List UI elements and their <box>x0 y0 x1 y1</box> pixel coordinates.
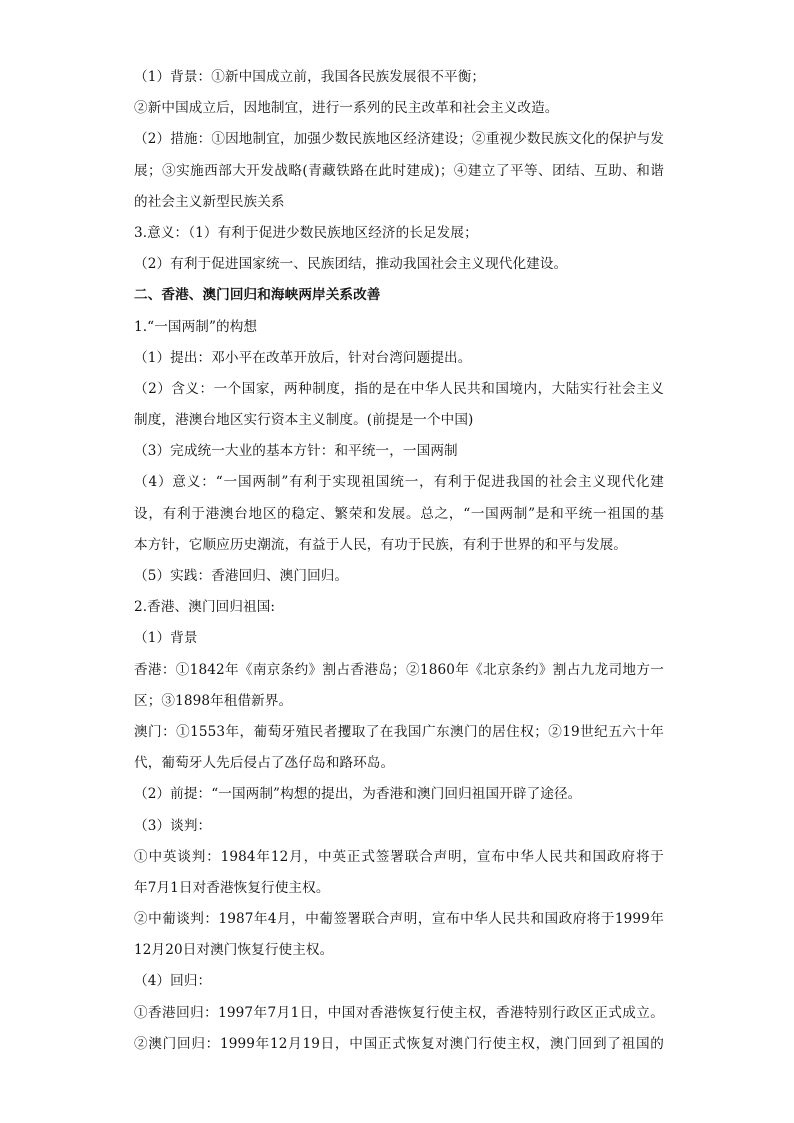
section-heading: 二、香港、澳门回归和海峡两岸关系改善 <box>134 287 381 304</box>
text-line: （3）完成统一大业的基本方针：和平统一，一国两制 <box>134 443 458 460</box>
text-line: （4）回归： <box>134 973 212 990</box>
text-line: （3）谈判： <box>134 817 212 834</box>
text-line: ①中英谈判：1984年12月，中英正式签署联合声明，宣布中华人民共和国政府将于 <box>134 848 664 865</box>
text-line: 代，葡萄牙人先后侵占了氹仔岛和路环岛。 <box>134 755 395 772</box>
text-line: （2）含义：一个国家，两种制度，指的是在中华人民共和国境内，大陆实行社会主义 <box>134 380 664 397</box>
text-line: 制度，港澳台地区实行资本主义制度。(前提是一个中国) <box>134 412 474 429</box>
document-page <box>134 62 664 1060</box>
text-line: 1.“一国两制”的构想 <box>134 318 258 335</box>
text-line: 的社会主义新型民族关系 <box>134 193 285 210</box>
text-line: （4）意义：“一国两制”有利于实现祖国统一，有利于促进我国的社会主义现代化建 <box>134 474 664 491</box>
text-line: （5）实践：香港回归、澳门回归。 <box>134 568 349 584</box>
text-line: 澳门：①1553年，葡萄牙殖民者攫取了在我国广东澳门的居住权；②19世纪五六十年 <box>134 723 664 740</box>
text-line: （2）措施：①因地制宜，加强少数民族地区经济建设；②重视少数民族文化的保护与发 <box>134 131 664 148</box>
text-line: （1）背景 <box>134 630 198 647</box>
text-line: （1）提出：邓小平在改革开放后，针对台湾问题提出。 <box>134 349 472 366</box>
text-line: 香港：①1842年《南京条约》割占香港岛；②1860年《北京条约》割占九龙司地方一 <box>134 661 664 678</box>
text-line: 12月20日对澳门恢复行使主权。 <box>134 942 334 959</box>
text-line: ②新中国成立后，因地制宜，进行一系列的民主改革和社会主义改造。 <box>134 100 559 117</box>
text-line: （1）背景：①新中国成立前，我国各民族发展很不平衡； <box>134 69 486 85</box>
text-line: 本方针，它顺应历史潮流，有益于人民，有功于民族，有利于世界的和平与发展。 <box>134 536 627 553</box>
text-line: （2）有利于促进国家统一、民族团结，推动我国社会主义现代化建设。 <box>134 256 568 273</box>
text-line: ①香港回归：1997年7月1日，中国对香港恢复行使主权，香港特别行政区正式成立。 <box>134 1004 664 1021</box>
text-line: ②中葡谈判：1987年4月，中葡签署联合声明，宣布中华人民共和国政府将于1999年 <box>134 911 664 928</box>
text-line: 设，有利于港澳台地区的稳定、繁荣和发展。总之，“一国两制”是和平统一祖国的基 <box>134 505 664 522</box>
text-line: 3.意义：（1）有利于促进少数民族地区经济的长足发展； <box>134 224 478 241</box>
text-line: ②澳门回归：1999年12月19日，中国正式恢复对澳门行使主权，澳门回到了祖国的 <box>134 1035 664 1052</box>
text-line: （2）前提：“一国两制”构想的提出，为香港和澳门回归祖国开辟了途径。 <box>134 786 582 803</box>
text-line: 展；③实施西部大开发战略(青藏铁路在此时建成)；④建立了平等、团结、互助、和谐 <box>134 162 664 179</box>
text-line: 2.香港、澳门回归祖国: <box>134 599 276 616</box>
text-line: 区；③1898年租借新界。 <box>134 692 293 709</box>
text-line: 年7月1日对香港恢复行使主权。 <box>134 879 330 896</box>
